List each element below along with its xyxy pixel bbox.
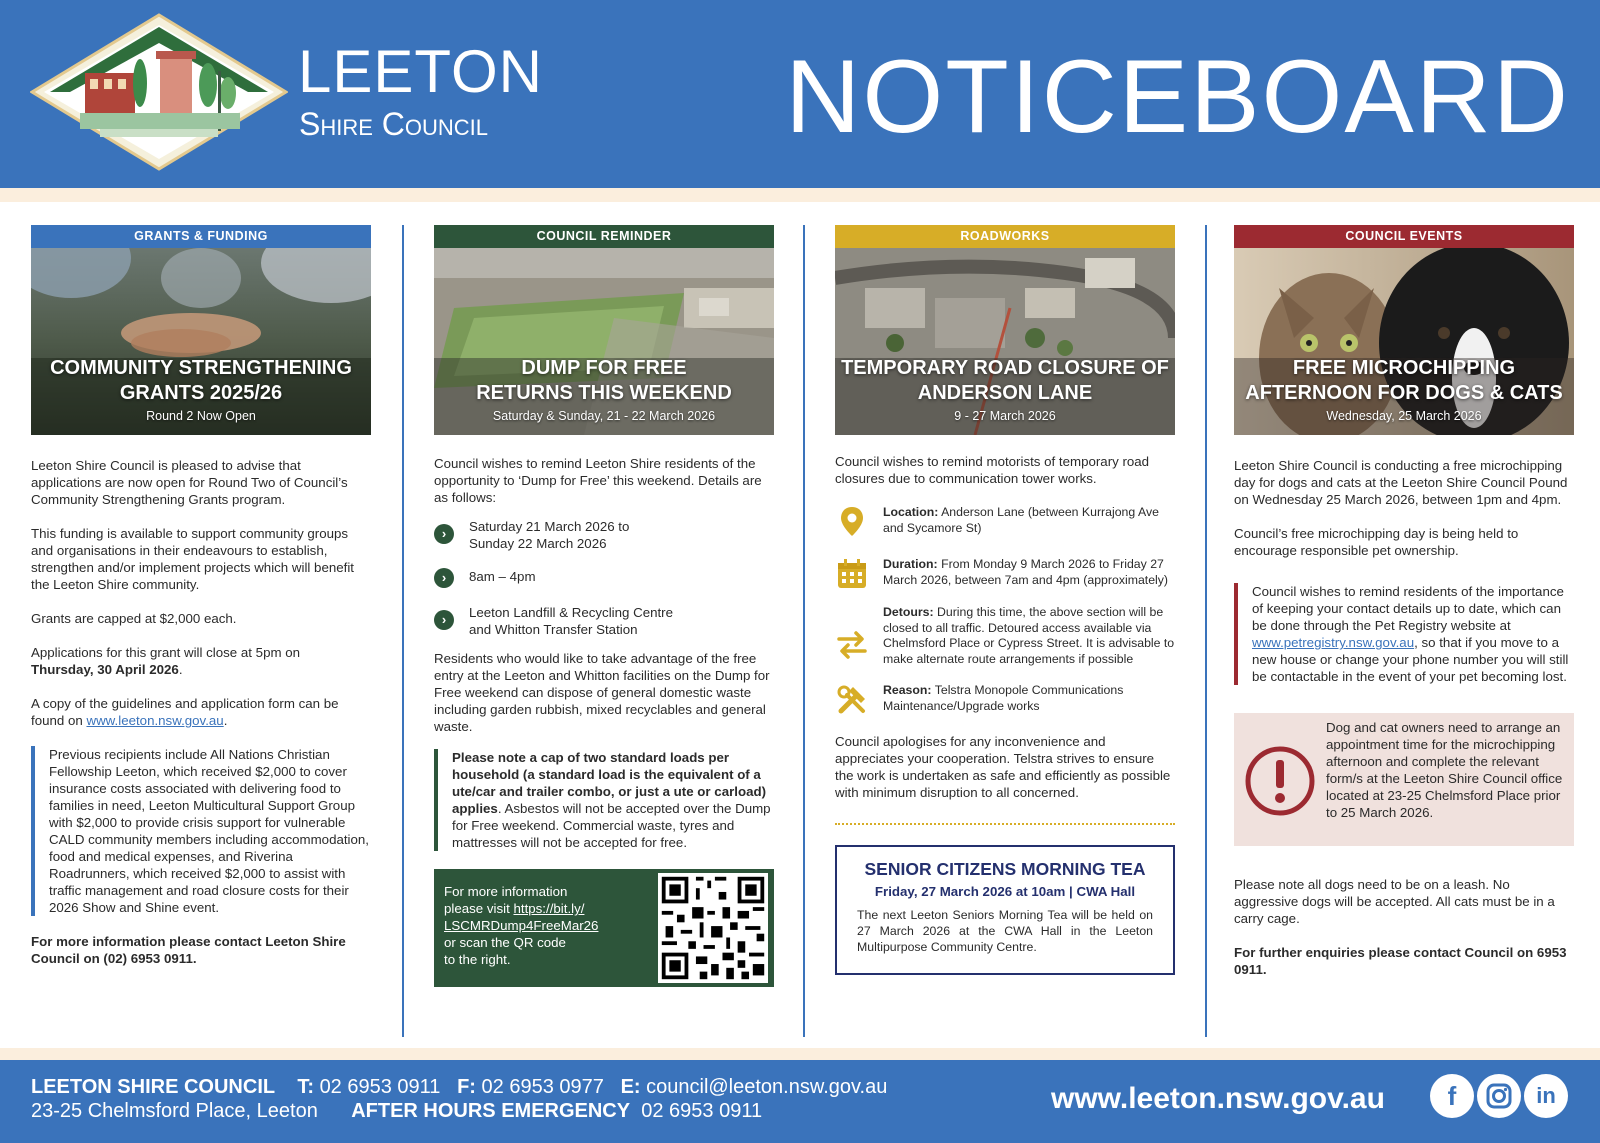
paragraph: Leeton Shire Council is pleased to advise that applications are now open for Round Two of Council’s Community Strengthening Grants program. <box>31 458 348 507</box>
chevron-right-icon: › <box>434 524 454 544</box>
detail-text: and Whitton Transfer Station <box>469 622 638 637</box>
microchipping-column <box>1234 225 1574 978</box>
alert-text: Dog and cat owners need to arrange an appointment time for the microchipping afternoon and complete the relevant form/s at the Leeton Shire Council office located at 23-25 Chelmsford Place prior to 25 March 2026. <box>1326 720 1563 820</box>
instagram-glyph <box>1477 1074 1521 1118</box>
hero-title <box>835 356 1175 406</box>
paragraph: Council’s free microchipping day is being held to encourage responsible pet ownership. <box>1234 526 1519 558</box>
paragraph: Grants are capped at $2,000 each. <box>31 611 237 626</box>
hero-subtitle: Wednesday, 25 March 2026 <box>1326 409 1482 423</box>
facebook-icon[interactable]: f <box>1430 1074 1474 1118</box>
hero-title-line2: AFTERNOON FOR DOGS & CATS <box>1245 382 1563 404</box>
dump-for-free-column <box>434 225 774 987</box>
council-logo <box>30 13 288 171</box>
landfill-aerial-photo <box>434 248 774 435</box>
load-cap-note <box>434 749 774 851</box>
note-text: . Asbestos will not be accepted over the Dump for Free weekend. Commercial waste, tyres and mattresses will not be accepted for free. <box>452 801 771 850</box>
paragraph: Leeton Shire Council is conducting a free microchipping day for dogs and cats at the Leeton Shire Council Pound on Wednesday 25 March 2026, between 1pm and 4pm. <box>1234 458 1568 507</box>
text: Applications for this grant will close at 5pm on <box>31 645 301 660</box>
row-text: Telstra Monopole Communications Maintenance/Upgrade works <box>883 683 1124 713</box>
row-label: Location: <box>883 505 939 519</box>
roadworks-column <box>835 225 1175 975</box>
dotted-divider <box>835 823 1175 825</box>
category-tag: ROADWORKS <box>835 225 1175 248</box>
tools-icon <box>835 683 869 717</box>
paragraph: Please note all dogs need to be on a leash. No aggressive dogs will be accepted. All cats must be in a carry cage. <box>1234 877 1555 926</box>
hero-title-line1: TEMPORARY ROAD CLOSURE OF <box>841 357 1169 379</box>
category-tag: COUNCIL REMINDER <box>434 225 774 248</box>
hero-title <box>434 356 774 406</box>
fax-number: 02 6953 0977 <box>481 1076 604 1098</box>
header-accent-strip <box>0 188 1600 202</box>
column-divider <box>1205 225 1207 1037</box>
seniors-text: The next Leeton Seniors Morning Tea will be held on 27 March 2026 at the CWA Hall in the Leeton Multipurpose Community Centre. <box>857 908 1153 954</box>
text: A copy of the guidelines and application form can be found on <box>31 696 339 728</box>
hero-title <box>31 356 371 406</box>
footer-contact-line <box>31 1076 887 1099</box>
row-label: Reason: <box>883 683 932 697</box>
detail-item <box>434 604 774 638</box>
email-label: E: <box>620 1076 641 1098</box>
hero-title-line2: RETURNS THIS WEEKEND <box>476 382 732 404</box>
location-row <box>835 505 1175 539</box>
detail-text: Sunday 22 March 2026 <box>469 536 607 551</box>
website-link[interactable]: www.leeton.nsw.gov.au <box>1051 1082 1385 1115</box>
hero-image-hands <box>31 248 371 435</box>
qr-code[interactable] <box>658 873 768 983</box>
box-text: please visit <box>444 901 510 916</box>
row-text: From Monday 9 March 2026 to Friday 27 March 2026, between 7am and 4pm (approximately) <box>883 557 1169 587</box>
contact-info: For further enquiries please contact Council on 6953 0911. <box>1234 945 1567 977</box>
detours-row <box>835 605 1175 667</box>
seniors-morning-tea-box <box>835 845 1175 975</box>
footer-address-line <box>31 1100 762 1123</box>
paragraph <box>31 695 371 729</box>
category-tag: GRANTS & FUNDING <box>31 225 371 248</box>
address: 23-25 Chelmsford Place, Leeton <box>31 1100 318 1122</box>
header <box>0 0 1600 188</box>
detail-item <box>434 568 774 588</box>
footer-accent-strip <box>0 1048 1600 1060</box>
hero-title-line2: GRANTS 2025/26 <box>119 382 283 404</box>
row-label: Duration: <box>883 557 938 571</box>
quote-text: Council wishes to remind residents of the importance of keeping your contact details up to date, which can be done through the Pet Registry website at <box>1252 584 1564 633</box>
linkedin-icon[interactable]: in <box>1524 1074 1568 1118</box>
chevron-right-icon: › <box>434 568 454 588</box>
appointment-alert-box <box>1234 713 1574 846</box>
phone-label: T: <box>297 1076 314 1098</box>
text: . <box>223 713 228 728</box>
column-divider <box>803 225 805 1037</box>
hero-image-aerial-town <box>835 248 1175 435</box>
emergency-label: AFTER HOURS EMERGENCY <box>351 1100 631 1122</box>
detail-text: 8am – 4pm <box>469 569 536 584</box>
detour-arrows-icon <box>835 627 869 661</box>
hands-photo <box>31 248 371 435</box>
website-link[interactable]: www.leeton.nsw.gov.au <box>86 713 224 728</box>
box-text: For more information <box>444 884 568 899</box>
paragraph: Council wishes to remind motorists of temporary road closures due to communication tower works. <box>835 454 1150 486</box>
row-text: During this time, the above section will be closed to all traffic. Detoured access available via Chelmsford Place or Cypress Street. It is advisable to make alternate route arrangements if possible <box>883 605 1175 666</box>
hero-subtitle: 9 - 27 March 2026 <box>954 409 1056 423</box>
detail-item <box>434 518 774 552</box>
emergency-number[interactable]: 02 6953 0911 <box>641 1100 763 1122</box>
hero-image-landfill <box>434 248 774 435</box>
brand-title: LEETON <box>298 38 543 105</box>
footer <box>0 1060 1600 1143</box>
reason-row <box>835 683 1175 717</box>
pet-registry-link[interactable]: www.petregistry.nsw.gov.au <box>1252 635 1415 650</box>
box-text: to the right. <box>444 952 511 967</box>
pet-registry-quote <box>1234 583 1574 685</box>
calendar-icon <box>835 557 869 591</box>
brand-subtitle: Shire Council <box>299 106 489 142</box>
box-text: or scan the QR code <box>444 935 566 950</box>
note-bold: Please note a cap of two standard loads per household (a standard load is the equivalent of a ute/car and trailer combo, or just a ute or carload) applies <box>452 750 767 816</box>
email-link[interactable]: council@leeton.nsw.gov.au <box>646 1076 888 1098</box>
town-aerial-photo <box>835 248 1175 435</box>
hero-title-line1: DUMP FOR FREE <box>521 357 687 379</box>
short-link[interactable]: https://bit.ly/ <box>513 901 585 916</box>
seniors-title: SENIOR CITIZENS MORNING TEA <box>864 859 1146 879</box>
duration-row <box>835 557 1175 591</box>
cat-and-dog-photo <box>1234 248 1574 435</box>
exclamation-alert-icon <box>1244 745 1316 817</box>
column-divider <box>402 225 404 1037</box>
category-tag: COUNCIL EVENTS <box>1234 225 1574 248</box>
hero-subtitle: Round 2 Now Open <box>146 409 256 423</box>
short-link[interactable]: LSCMRDump4FreeMar26 <box>444 918 599 933</box>
hero-subtitle: Saturday & Sunday, 21 - 22 March 2026 <box>492 409 716 423</box>
text: . <box>178 662 183 677</box>
phone-number[interactable]: 02 6953 0911 <box>319 1076 441 1098</box>
detail-text: Leeton Landfill & Recycling Centre <box>469 605 674 620</box>
quote-text: , so that if you move to a new house or change your phone number you will still be contactable in the event of your pet becoming lost. <box>1252 635 1569 684</box>
detail-text: Saturday 21 March 2026 to <box>469 519 630 534</box>
location-pin-icon <box>835 505 869 539</box>
row-text: Anderson Lane (between Kurrajong Ave and Sycamore St) <box>883 505 1159 535</box>
seniors-date: Friday, 27 March 2026 at 10am | CWA Hall <box>874 884 1136 899</box>
page-title: NOTICEBOARD <box>785 39 1570 155</box>
more-info-box <box>434 869 774 987</box>
paragraph: Council wishes to remind Leeton Shire residents of the opportunity to ‘Dump for Free’ this weekend. Details are as follows: <box>434 456 762 505</box>
paragraph <box>31 644 371 678</box>
paragraph: Council apologises for any inconvenience and appreciates your cooperation. Telstra strives to ensure the work is undertaken as safe and efficiently as possible with minimum disruption to all concerned. <box>835 734 1171 800</box>
hero-title-line1: COMMUNITY STRENGTHENING <box>50 357 352 379</box>
paragraph: Residents who would like to take advantage of the free entry at the Leeton and Whitton facilities on the Dump for Free weekend can dispose of general domestic waste including garden rubbish, mixed recyclables and general waste. <box>434 651 770 734</box>
footer-org: LEETON SHIRE COUNCIL <box>31 1076 276 1098</box>
row-label: Detours: <box>883 605 934 619</box>
contact-info: For more information please contact Leeton Shire Council on (02) 6953 0911. <box>31 934 346 966</box>
grants-column <box>31 225 371 967</box>
hero-title-line1: FREE MICROCHIPPING <box>1292 357 1516 379</box>
chevron-right-icon: › <box>434 610 454 630</box>
hero-title <box>1234 356 1574 406</box>
deadline: Thursday, 30 April 2026 <box>31 662 179 677</box>
recipients-quote: Previous recipients include All Nations Christian Fellowship Leeton, which received $2,000 to cover insurance costs associated with delivering food to families in need, Leeton Multicultural Support Group with $2,000 to provide crisis support for vulnerable CALD community members including accommodation, food and medical expenses, and Riverina Roadrunners, which received $2,000 to assist with traffic management and road closure costs for their 2026 Show and Shine event. <box>31 746 371 916</box>
hero-title-line2: ANDERSON LANE <box>917 382 1093 404</box>
paragraph: This funding is available to support community groups and organisations in their endeavours to establish, strengthen and/or implement projects which will benefit the Leeton Shire community. <box>31 526 354 592</box>
hero-image-pets <box>1234 248 1574 435</box>
fax-label: F: <box>457 1076 476 1098</box>
instagram-icon[interactable] <box>1477 1074 1521 1118</box>
